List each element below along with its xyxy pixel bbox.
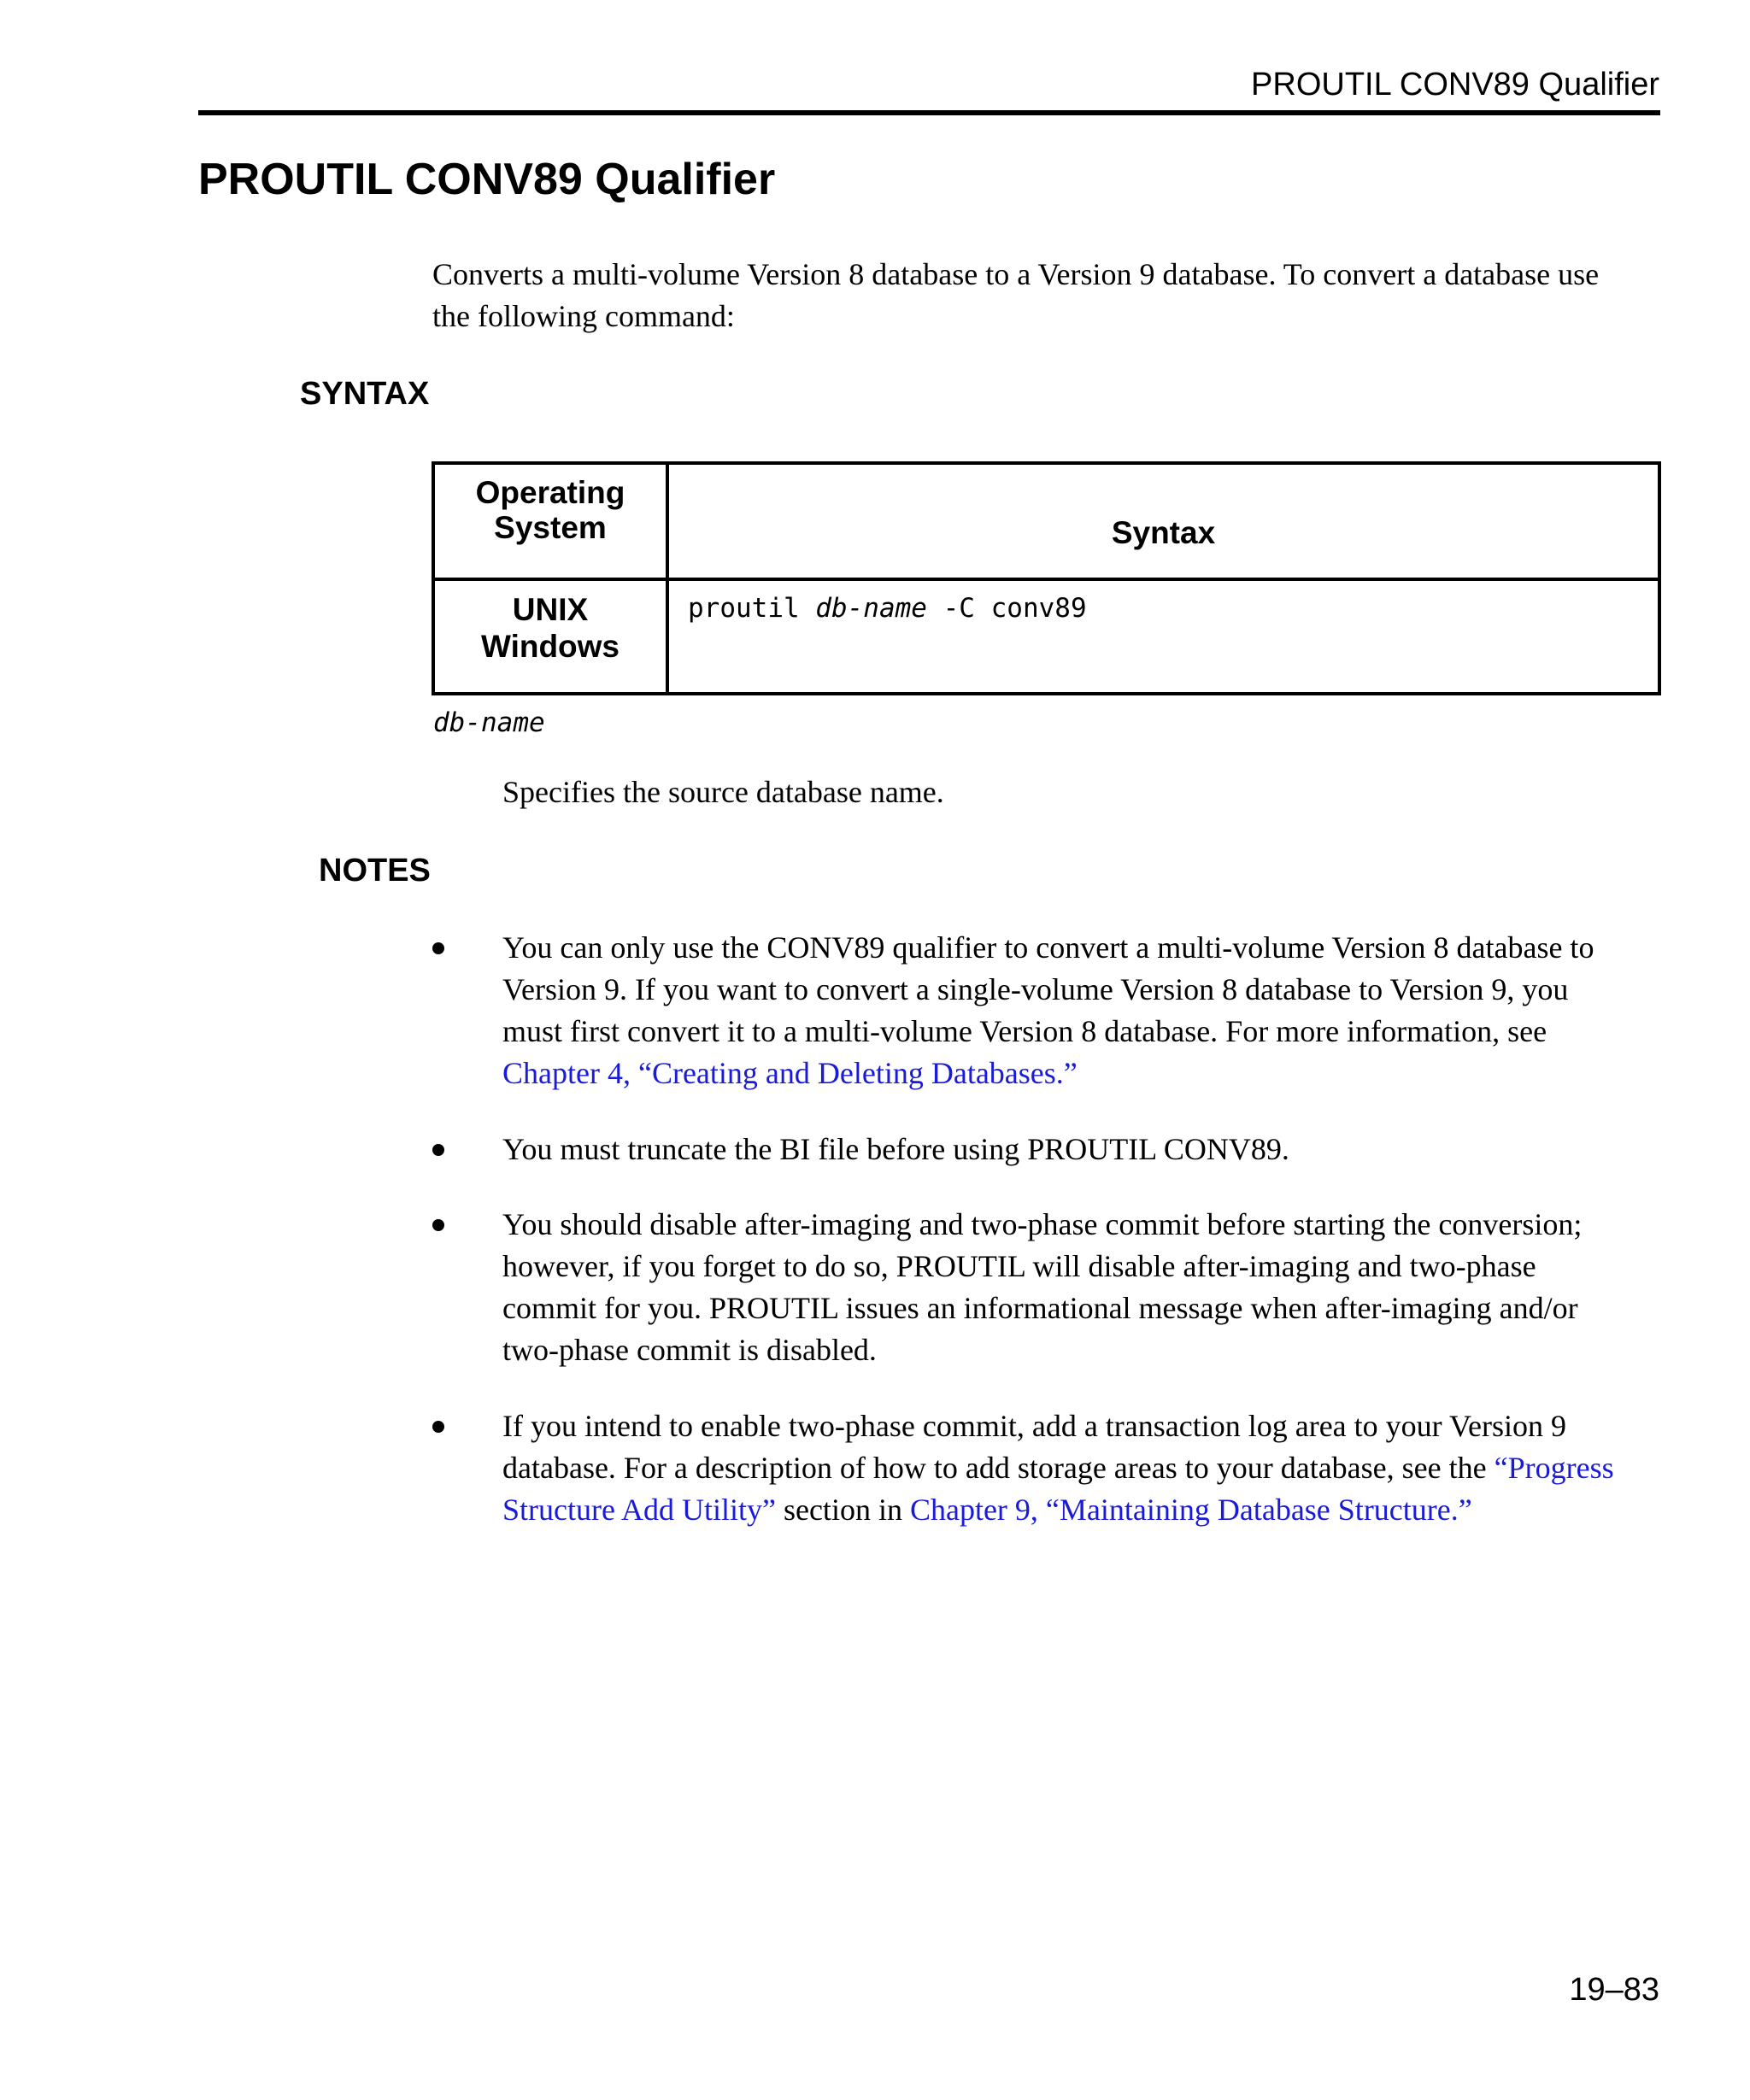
- structure-add-utility-link-cont[interactable]: Structure Add Utility”: [502, 1493, 776, 1527]
- note3-line-4: two-phase commit is disabled.: [502, 1333, 877, 1367]
- syntax-table: [432, 461, 1661, 695]
- syntax-table-header-row: [433, 463, 1659, 579]
- note4-line-2: database. For a description of how to add storage areas to your database, see the: [502, 1451, 1495, 1485]
- syntax-heading: SYNTAX: [300, 376, 430, 412]
- chapter-9-link[interactable]: Chapter 9, “Maintaining Database Structure.”: [909, 1493, 1472, 1527]
- notes-heading: NOTES: [319, 853, 431, 889]
- note4-mid-text: section in: [775, 1493, 910, 1527]
- row-syntax-cell: [667, 579, 1659, 694]
- running-header: PROUTIL CONV89 Qualifier: [1251, 67, 1659, 103]
- note-item-2: [502, 1129, 1665, 1170]
- intro-paragraph: [432, 254, 1663, 337]
- note1-line-3: must first convert it to a multi-volume Version 8 database. For more information, see: [502, 1014, 1547, 1048]
- note-item-3: [502, 1204, 1665, 1371]
- command-parameter: db-name: [815, 593, 927, 624]
- note3-line-3: commit for you. PROUTIL issues an informational message when after-imaging and/or: [502, 1291, 1578, 1325]
- syntax-table-row: [433, 579, 1659, 694]
- bullet-icon: [432, 1219, 444, 1231]
- header-os-cell: [433, 463, 667, 579]
- page-number: 19–83: [1569, 1972, 1659, 2008]
- intro-line-1: Converts a multi-volume Version 8 database to a Version 9 database. To convert a database use: [432, 257, 1600, 291]
- note-item-4: [502, 1405, 1665, 1531]
- note1-line-2: Version 9. If you want to convert a single-volume Version 8 database to Version 9, you: [502, 972, 1569, 1006]
- note3-line-1: You should disable after-imaging and two-phase commit before starting the conversion;: [502, 1207, 1583, 1241]
- note3-line-2: however, if you forget to do so, PROUTIL will disable after-imaging and two-phase: [502, 1249, 1536, 1283]
- header-rule: [198, 110, 1660, 115]
- note-item-1: [502, 927, 1665, 1094]
- row-os-line-2: Windows: [480, 629, 620, 664]
- header-os-line-1: Operating: [475, 475, 625, 510]
- bullet-icon: [432, 942, 444, 954]
- header-syntax-cell: Syntax: [667, 463, 1659, 579]
- parameter-description: Specifies the source database name.: [502, 775, 944, 809]
- bullet-icon: [432, 1421, 444, 1433]
- chapter-4-link[interactable]: Chapter 4, “Creating and Deleting Databases.”: [502, 1056, 1078, 1090]
- header-os-line-2: System: [494, 510, 607, 545]
- note4-line-1: If you intend to enable two-phase commit, add a transaction log area to your Version 9: [502, 1409, 1566, 1443]
- command-suffix: -C conv89: [926, 593, 1087, 624]
- row-os-cell: [433, 579, 667, 694]
- command-prefix: proutil: [688, 593, 816, 624]
- bullet-icon: [432, 1144, 444, 1156]
- note2-text: You must truncate the BI file before using PROUTIL CONV89.: [502, 1132, 1289, 1166]
- row-os-line-1: UNIX: [512, 592, 589, 627]
- structure-add-utility-link[interactable]: “Progress: [1494, 1451, 1614, 1485]
- intro-line-2: the following command:: [432, 299, 735, 333]
- parameter-term: db-name: [433, 707, 545, 738]
- page-title: PROUTIL CONV89 Qualifier: [198, 155, 776, 204]
- note1-line-1: You can only use the CONV89 qualifier to convert a multi-volume Version 8 database to: [502, 930, 1594, 965]
